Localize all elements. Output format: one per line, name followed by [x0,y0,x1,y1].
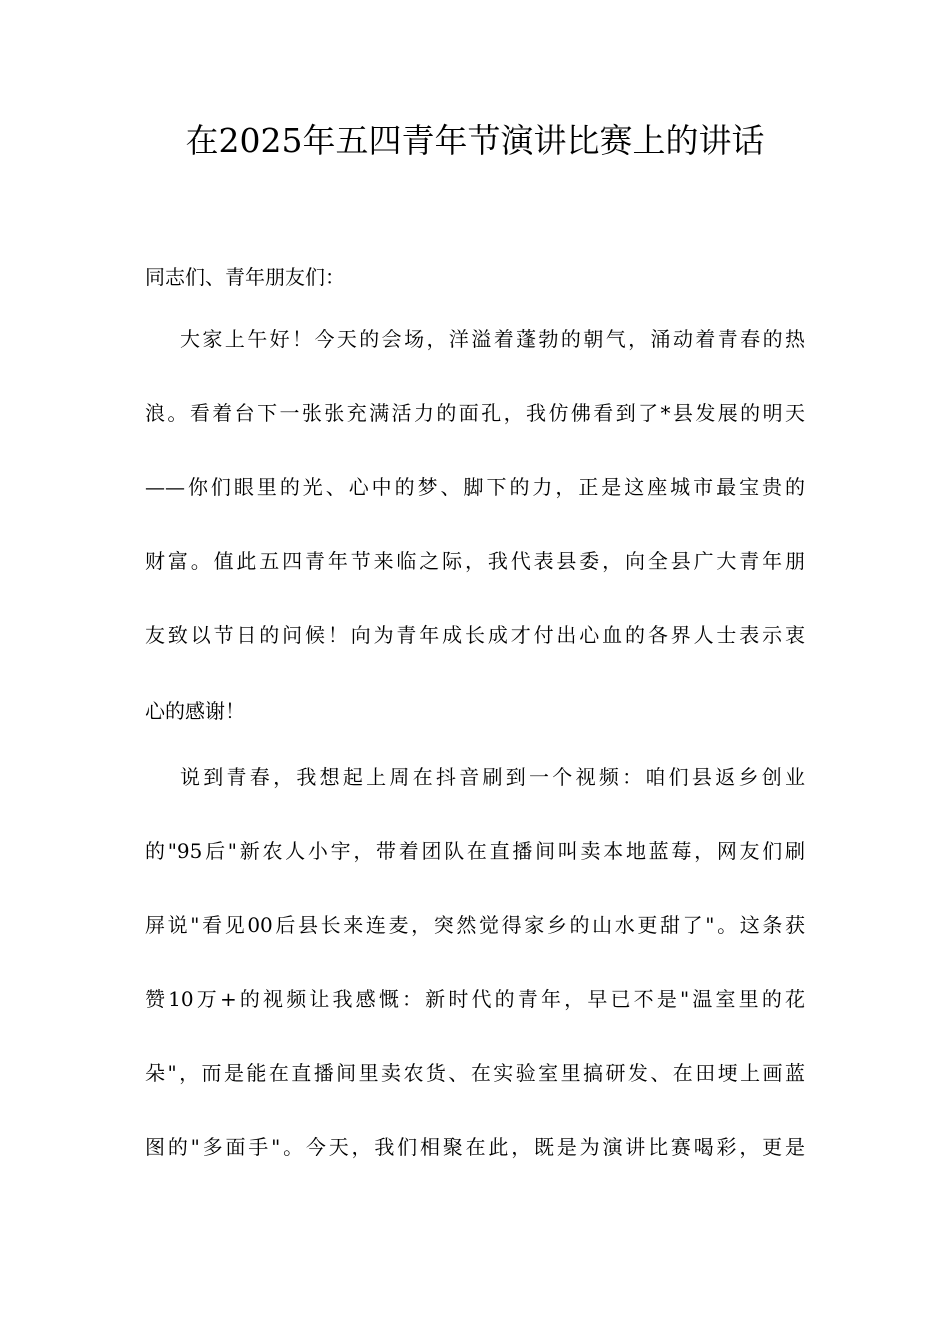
paragraph-2-line-5: 朵"，而是能在直播间里卖农货、在实验室里搞研发、在田埂上画蓝 [145,1061,805,1085]
paragraph-2-line-4: 赞10万+的视频让我感慨：新时代的青年，早已不是"温室里的花 [145,987,805,1011]
paragraph-2-line-6: 图的"多面手"。今天，我们相聚在此，既是为演讲比赛喝彩，更是 [145,1135,805,1159]
paragraph-2-line-1: 说到青春，我想起上周在抖音刷到一个视频：咱们县返乡创业 [180,765,805,789]
paragraph-1-line-1: 大家上午好！今天的会场，洋溢着蓬勃的朝气，涌动着青春的热 [180,327,805,351]
paragraph-1-line-6: 心的感谢！ [145,699,245,723]
paragraph-1-line-5: 友致以节日的问候！向为青年成长成才付出心血的各界人士表示衷 [145,623,805,647]
paragraph-2-line-3: 屏说"看见00后县长来连麦，突然觉得家乡的山水更甜了"。这条获 [145,913,805,937]
salutation: 同志们、青年朋友们： [145,265,345,289]
paragraph-1-line-2: 浪。看着台下一张张充满活力的面孔，我仿佛看到了*县发展的明天 [145,401,805,425]
paragraph-1-line-4: 财富。值此五四青年节来临之际，我代表县委，向全县广大青年朋 [145,549,805,573]
paragraph-1-line-3: ——你们眼里的光、心中的梦、脚下的力，正是这座城市最宝贵的 [145,475,805,499]
document-title: 在2025年五四青年节演讲比赛上的讲话 [185,121,765,160]
paragraph-2-line-2: 的"95后"新农人小宇，带着团队在直播间叫卖本地蓝莓，网友们刷 [145,839,805,863]
